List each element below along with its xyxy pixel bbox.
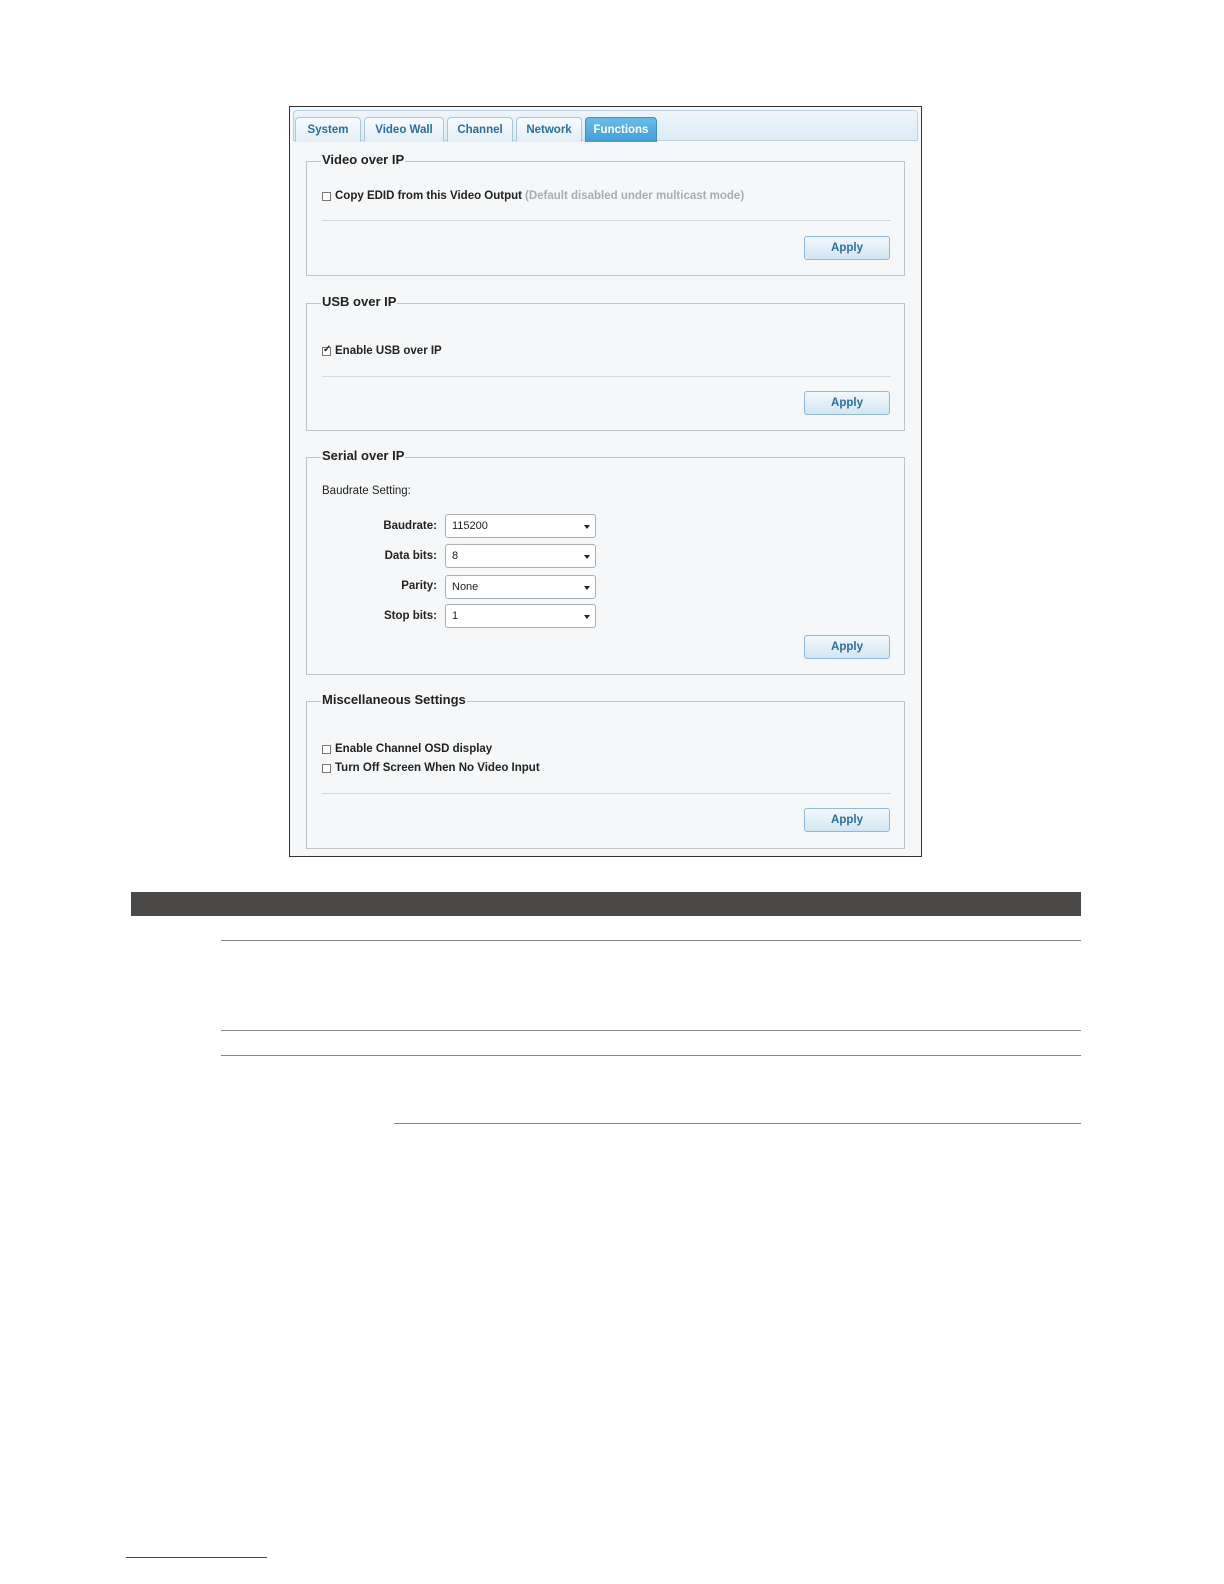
baudrate-select[interactable] — [445, 514, 596, 538]
tab-channel[interactable]: Channel — [447, 117, 513, 142]
chevron-down-icon — [584, 525, 590, 529]
divider — [322, 220, 891, 221]
table-rule — [221, 1055, 1081, 1056]
screen-off-checkbox[interactable] — [322, 764, 331, 773]
tab-functions[interactable]: Functions — [585, 117, 657, 142]
osd-checkbox[interactable] — [322, 745, 331, 754]
enable-usb-row — [322, 345, 442, 357]
tab-bar — [293, 110, 918, 141]
serial-over-ip-legend: Serial over IP — [322, 448, 405, 463]
baudrate-setting-label: Baudrate Setting: — [322, 485, 411, 497]
copy-edid-hint: (Default disabled under multicast mode) — [524, 190, 745, 202]
screen-off-row — [322, 762, 540, 774]
misc-settings-group — [306, 692, 905, 849]
copy-edid-checkbox[interactable] — [322, 192, 331, 201]
data-bits-value: 8 — [452, 550, 459, 562]
data-bits-select[interactable] — [445, 544, 596, 568]
tab-video-wall[interactable]: Video Wall — [364, 117, 444, 142]
data-bits-label: Data bits: — [384, 550, 437, 562]
video-over-ip-legend: Video over IP — [322, 152, 405, 167]
enable-usb-checkbox[interactable] — [322, 347, 331, 356]
stop-bits-select[interactable] — [445, 604, 596, 628]
stop-bits-label: Stop bits: — [383, 610, 437, 622]
misc-apply-button[interactable]: Apply — [804, 808, 890, 832]
osd-label: Enable Channel OSD display — [335, 743, 493, 755]
copy-edid-label: Copy EDID from this Video Output — [335, 190, 522, 202]
parity-label: Parity: — [401, 580, 437, 592]
table-rule — [221, 1030, 1081, 1031]
chevron-down-icon — [584, 555, 590, 559]
tab-system[interactable]: System — [295, 117, 361, 142]
tab-network[interactable]: Network — [516, 117, 582, 142]
chevron-down-icon — [584, 586, 590, 590]
table-rule — [394, 1123, 1081, 1124]
baudrate-value: 115200 — [452, 520, 488, 532]
chevron-down-icon — [584, 615, 590, 619]
enable-usb-label: Enable USB over IP — [335, 345, 442, 357]
misc-settings-legend: Miscellaneous Settings — [322, 692, 466, 707]
copy-edid-row — [322, 190, 744, 202]
stop-bits-value: 1 — [452, 610, 459, 622]
footer-link-underline — [126, 1557, 267, 1558]
parity-select[interactable] — [445, 575, 596, 599]
usb-over-ip-legend: USB over IP — [322, 294, 397, 309]
usb-over-ip-group — [306, 294, 905, 431]
osd-row — [322, 743, 492, 755]
parity-value: None — [452, 581, 479, 593]
section-header-bar — [131, 892, 1081, 916]
serial-over-ip-apply-button[interactable]: Apply — [804, 635, 890, 659]
video-over-ip-apply-button[interactable]: Apply — [804, 236, 890, 260]
divider — [322, 376, 891, 377]
screen-off-label: Turn Off Screen When No Video Input — [335, 762, 540, 774]
settings-screenshot — [289, 106, 922, 857]
video-over-ip-group — [306, 152, 905, 276]
table-rule — [221, 940, 1081, 941]
baudrate-label: Baudrate: — [383, 520, 437, 532]
serial-over-ip-group — [306, 448, 905, 675]
divider — [322, 793, 891, 794]
usb-over-ip-apply-button[interactable]: Apply — [804, 391, 890, 415]
